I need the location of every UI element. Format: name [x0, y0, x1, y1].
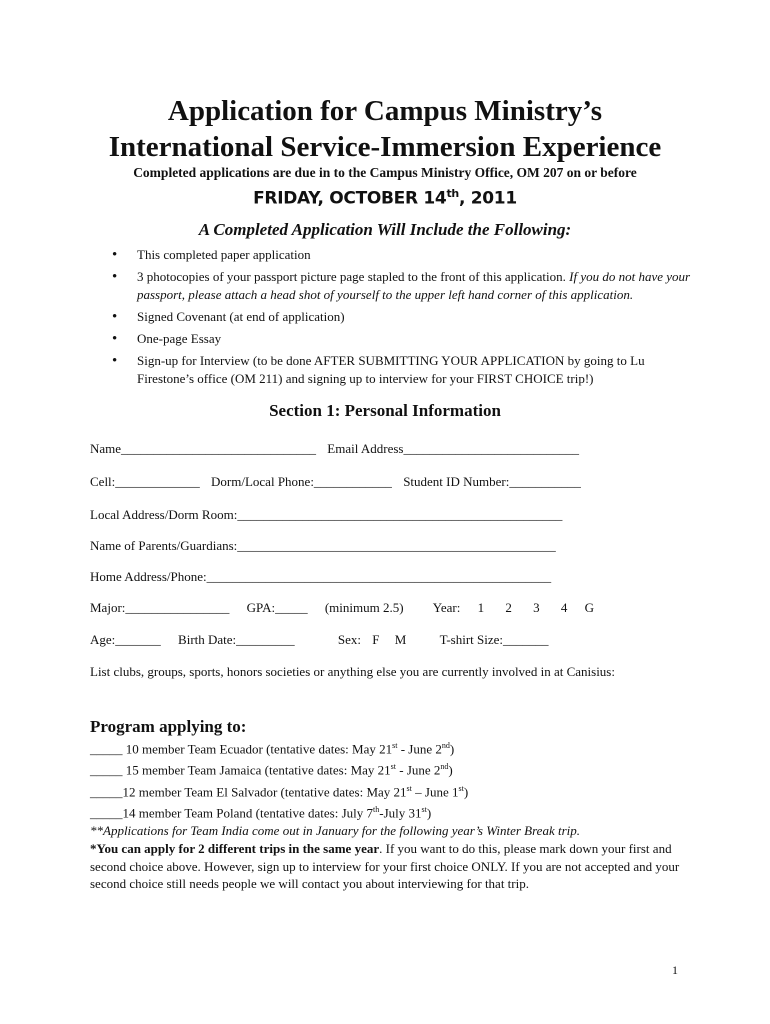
page-title-line-1: Application for Campus Ministry’s: [167, 95, 603, 127]
list-item: [92, 330, 692, 348]
parents-field[interactable]: Name of Parents/Guardians:_________________________________________________: [90, 538, 556, 553]
student-id-field[interactable]: Student ID Number:___________: [403, 474, 581, 489]
year-option-1[interactable]: 1: [477, 600, 485, 615]
local-address-row: [90, 506, 690, 524]
sex-option-m[interactable]: M: [394, 632, 407, 647]
list-item-text: 3 photocopies of your passport picture page stapled to the front of this application.: [137, 269, 570, 284]
gpa-minimum-note: (minimum 2.5): [324, 600, 404, 615]
parents-row: [90, 537, 690, 555]
sex-option-f[interactable]: F: [372, 632, 380, 647]
program-text: – June 1: [411, 783, 459, 799]
program-blank[interactable]: _____: [90, 805, 123, 821]
list-item: [92, 352, 692, 388]
major-field[interactable]: Major:________________: [90, 600, 230, 615]
list-item-text: Signed Covenant (at end of application): [137, 309, 345, 324]
program-text: ): [449, 741, 455, 757]
program-blank[interactable]: _____: [90, 762, 123, 778]
page-title-line-2: International Service-Immersion Experience: [108, 131, 662, 163]
deadline-superscript: th: [446, 187, 459, 200]
program-sup: st: [406, 783, 412, 793]
list-item: [92, 308, 692, 326]
apply-note-text: . If you want to do this, please mark down your first and second choice above. However, sign up to interview for your first choice ONLY. If you are not accepted and your second choice still needs people we will contact you about interviewing for that trip.: [90, 841, 680, 891]
program-text: -July 31: [379, 805, 422, 821]
apply-two-trips-note: [90, 840, 690, 893]
program-option-ecuador[interactable]: [90, 737, 690, 758]
phone-row: [90, 473, 690, 491]
name-email-row: [90, 440, 690, 458]
clubs-prompt: List clubs, groups, sports, honors societies or anything else you are currently involved in at Canisius:: [90, 664, 615, 679]
includes-heading: A Completed Application Will Include the Following:: [198, 220, 572, 239]
program-sup: nd: [440, 762, 449, 772]
program-sup: nd: [441, 741, 450, 750]
program-option-jamaica[interactable]: [90, 758, 690, 779]
age-field[interactable]: Age:_______: [90, 632, 161, 647]
year-option-4[interactable]: 4: [560, 600, 568, 615]
year-option-2[interactable]: 2: [505, 600, 512, 615]
local-address-field[interactable]: Local Address/Dorm Room:__________________________________________________: [90, 507, 563, 522]
home-address-row: [90, 568, 690, 586]
program-text: - June 2: [396, 762, 441, 778]
program-list: [90, 737, 690, 840]
list-item-text: One-page Essay: [137, 331, 222, 346]
name-field[interactable]: Name______________________________: [90, 441, 317, 456]
age-row: [90, 631, 690, 649]
email-field[interactable]: Email Address___________________________: [327, 441, 579, 456]
program-blank[interactable]: _____: [90, 783, 123, 799]
program-text: - June 2: [397, 741, 442, 757]
program-option-poland[interactable]: [90, 801, 690, 822]
sex-label: Sex:: [337, 632, 362, 647]
home-address-field[interactable]: Home Address/Phone:_____________________________________________________: [90, 569, 552, 584]
program-sup: st: [421, 804, 427, 814]
gpa-field[interactable]: GPA:_____: [246, 600, 308, 615]
program-text: ): [463, 783, 469, 799]
due-notice: Completed applications are due in to the Campus Ministry Office, OM 207 on or before: [133, 165, 637, 180]
year-option-g[interactable]: G: [584, 600, 595, 615]
cell-field[interactable]: Cell:_____________: [90, 474, 200, 489]
program-sup: st: [458, 783, 464, 793]
list-item: [92, 268, 692, 304]
deadline-text: FRIDAY, OCTOBER 14: [253, 188, 447, 209]
list-item-text: Sign-up for Interview (to be done AFTER SUBMITTING YOUR APPLICATION by going to Lu Firestone’s office (OM 211) and signing up to interview for your FIRST CHOICE trip!): [137, 353, 645, 386]
list-item-text: This completed paper application: [137, 247, 311, 262]
program-title: Program applying to:: [90, 717, 247, 736]
program-text: 14 member Team Poland (tentative dates: July 7: [122, 805, 373, 821]
tshirt-size-field[interactable]: T-shirt Size:_______: [439, 632, 549, 647]
deadline-date: [0, 180, 770, 213]
apply-note-bold: *You can apply for 2 different trips in the same year: [90, 841, 380, 856]
dorm-phone-field[interactable]: Dorm/Local Phone:____________: [211, 474, 392, 489]
program-text: ): [426, 805, 432, 821]
clubs-row: [90, 663, 690, 681]
program-text: 10 member Team Ecuador (tentative dates: May 21: [122, 741, 393, 757]
year-label: Year:: [432, 600, 461, 615]
year-option-3[interactable]: 3: [533, 600, 540, 615]
program-india-note: **Applications for Team India come out in January for the following year’s Winter Break trip.: [90, 823, 580, 839]
program-blank[interactable]: _____: [90, 741, 123, 757]
program-text: ): [448, 762, 453, 778]
list-item-italic-note: If you do not have your passport, please attach a head shot of yourself to the upper left hand corner of this application.: [137, 269, 691, 302]
requirements-list: [92, 246, 692, 392]
program-text: 15 member Team Jamaica (tentative dates: May 21: [122, 762, 391, 778]
program-sup: st: [390, 762, 396, 772]
program-text: 12 member Team El Salvador (tentative dates: May 21: [122, 783, 407, 799]
program-sup: st: [392, 741, 398, 750]
program-sup: th: [373, 804, 380, 814]
section-1-title: Section 1: Personal Information: [269, 401, 501, 420]
page-number: 1: [672, 963, 678, 977]
deadline-year: , 2011: [458, 188, 517, 209]
birth-date-field[interactable]: Birth Date:_________: [178, 632, 295, 647]
program-option-el-salvador[interactable]: [90, 780, 690, 801]
list-item: [92, 246, 692, 264]
major-row: [90, 599, 690, 617]
